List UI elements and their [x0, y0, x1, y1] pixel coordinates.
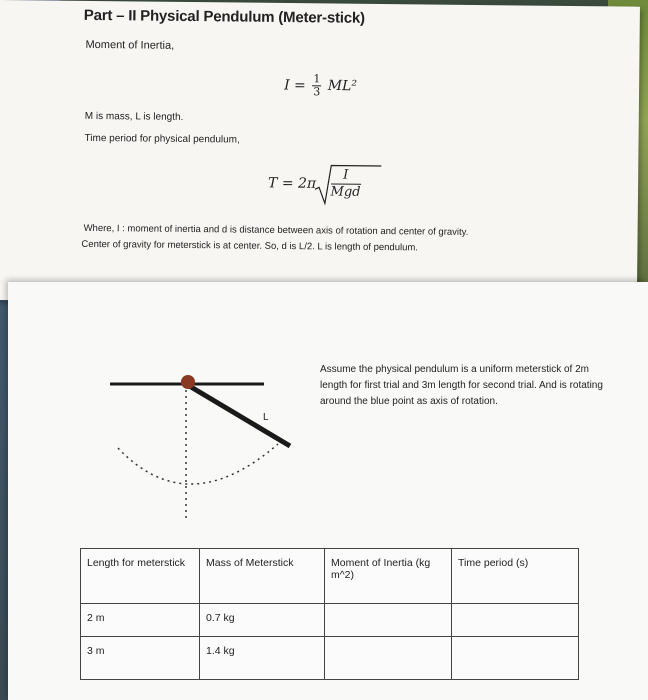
- table-row: [81, 604, 579, 637]
- cell-mass: 0.7 kg: [200, 604, 325, 637]
- worksheet-bottom: [8, 282, 648, 700]
- swing-arc: [118, 444, 278, 484]
- inertia-lhs: I =: [284, 77, 306, 94]
- pivot-point-icon: [181, 375, 195, 389]
- sqrt-num: I: [331, 167, 361, 184]
- worksheet-top: [0, 0, 640, 307]
- cell-period[interactable]: [452, 604, 579, 637]
- time-period-label: Time period for physical pendulum,: [84, 132, 240, 146]
- assumption-text: Assume the physical pendulum is a uniform meterstick of 2m length for first trial and 3m length for second trial. And is rotating around the blue point as axis of rotation.: [320, 364, 603, 407]
- sqrt-den: Mgd: [330, 184, 361, 200]
- cell-length: 2 m: [81, 604, 200, 637]
- where-line-1: Where, I : moment of inertia and d is distance between axis of rotation and center of gravity.: [83, 222, 469, 238]
- section-title: Part – II Physical Pendulum (Meter-stick): [83, 6, 365, 27]
- inertia-rhs: ML²: [327, 77, 358, 95]
- header-length: Length for meterstick: [81, 549, 200, 604]
- length-label: L: [263, 412, 269, 423]
- inertia-frac-den: 3: [313, 85, 321, 99]
- data-table: [80, 548, 579, 680]
- cell-mass: 1.4 kg: [200, 637, 325, 680]
- cell-length: 3 m: [81, 637, 200, 680]
- moment-label: Moment of Inertia,: [85, 38, 175, 52]
- cell-moment[interactable]: [325, 604, 452, 637]
- table-row: [81, 637, 579, 680]
- meterstick-line: [186, 384, 290, 446]
- table-header-row: [81, 549, 579, 604]
- period-formula: [268, 167, 361, 201]
- inertia-fraction: [312, 73, 321, 98]
- cell-period[interactable]: [452, 637, 579, 680]
- sqrt-expression: [326, 167, 360, 200]
- header-period: Time period (s): [452, 549, 579, 604]
- cell-moment[interactable]: [325, 637, 452, 680]
- header-moment: Moment of Inertia (kg m^2): [325, 549, 452, 604]
- inertia-frac-num: 1: [313, 72, 321, 86]
- sqrt-sign-icon: [312, 163, 382, 206]
- header-mass: Mass of Meterstick: [200, 549, 325, 604]
- period-lhs: T = 2π: [268, 175, 317, 192]
- where-line-2: Center of gravity for meterstick is at center. So, d is L/2. L is length of pendulum.: [81, 238, 419, 254]
- inertia-formula: [284, 73, 357, 99]
- pendulum-diagram: [108, 360, 308, 530]
- mass-length-note: M is mass, L is length.: [84, 110, 184, 123]
